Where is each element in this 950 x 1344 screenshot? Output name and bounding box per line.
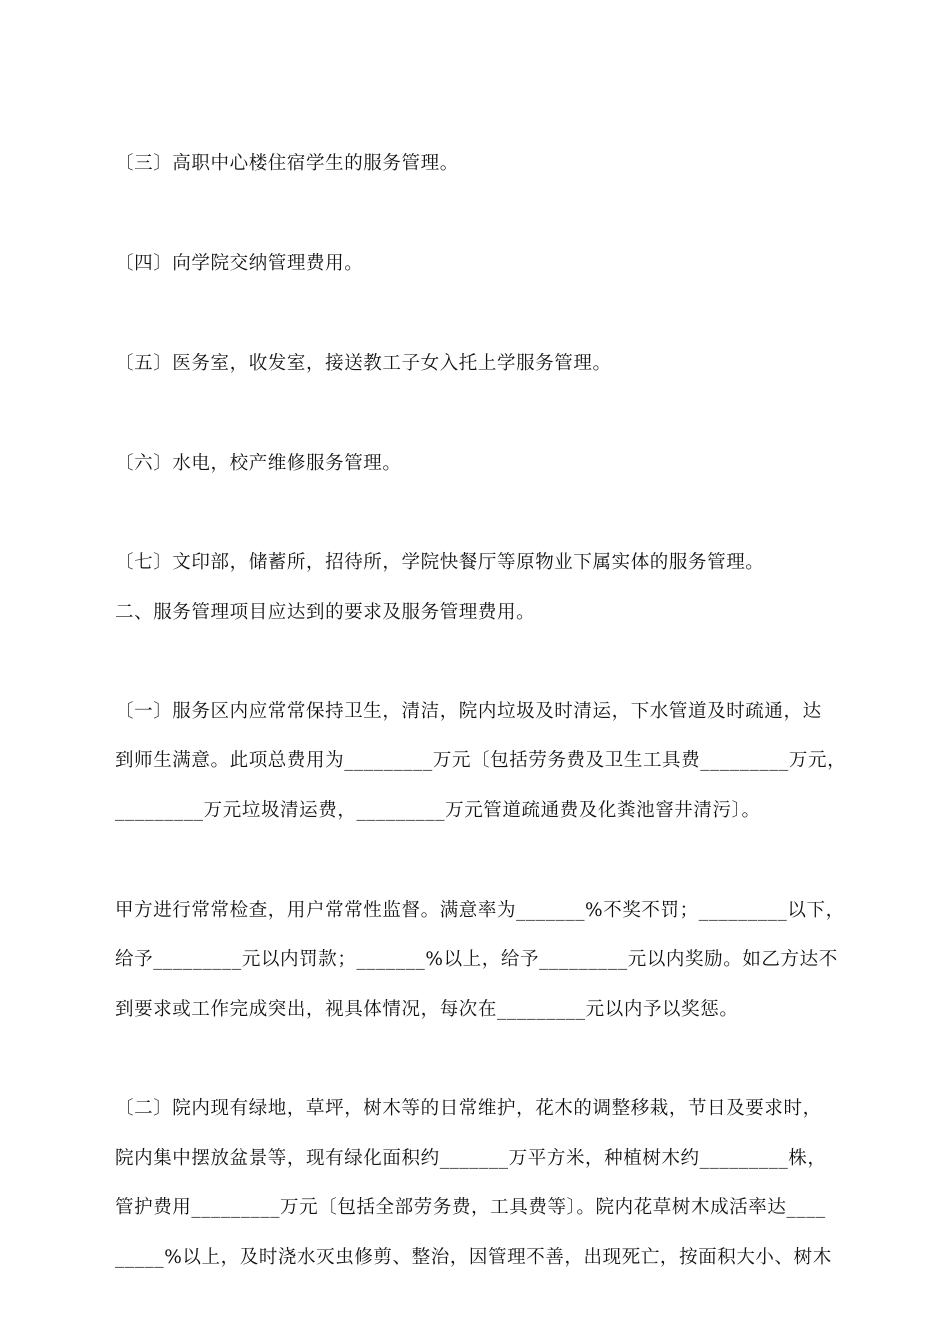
paragraph-3-line-2: 院内集中摆放盆景等，现有绿化面积约_______万平方米，种植树木约_________株， <box>115 1148 827 1169</box>
item-7-text: 〔七〕文印部，储蓄所，招待所，学院快餐厅等原物业下属实体的服务管理。 <box>115 552 765 573</box>
paragraph-1-line-2: 到师生满意。此项总费用为_________万元〔包括劳务费及卫生工具费_________万元， <box>115 750 847 771</box>
paragraph-2-line-3: 到要求或工作完成突出，视具体情况，每次在_________元以内予以奖惩。 <box>115 999 739 1020</box>
paragraph-3-line-3: 管护费用_________万元〔包括全部劳务费，工具费等〕。院内花草树木成活率达____ <box>115 1197 826 1218</box>
paragraph-3-line-1: 〔二〕院内现有绿地，草坪，树木等的日常维护，花木的调整移栽，节日及要求时， <box>115 1098 822 1119</box>
paragraph-3-line-4: _____%以上，及时浇水灭虫修剪、整治，因管理不善，出现死亡，按面积大小、树木 <box>115 1247 832 1268</box>
paragraph-2-line-1: 甲方进行常常检查，用户常常性监督。满意率为_______%不奖不罚；_________以下， <box>115 900 845 921</box>
paragraph-2-line-2: 给予_________元以内罚款；_______%以上，给予_________元以内奖励。如乙方达不 <box>115 949 838 970</box>
paragraph-1-line-1: 〔一〕服务区内应常常保持卫生，清洁，院内垃圾及时清运，下水管道及时疏通，达 <box>115 701 822 722</box>
section-2-heading: 二、服务管理项目应达到的要求及服务管理费用。 <box>115 602 536 623</box>
item-5-text: 〔五〕医务室，收发室，接送教工子女入托上学服务管理。 <box>115 353 612 374</box>
item-4-text: 〔四〕向学院交纳管理费用。 <box>115 253 364 274</box>
item-3-text: 〔三〕高职中心楼住宿学生的服务管理。 <box>115 153 459 174</box>
paragraph-1-line-3: _________万元垃圾清运费，_________万元管道疏通费及化粪池窨井清污〕。 <box>115 800 761 821</box>
item-6-text: 〔六〕水电，校产维修服务管理。 <box>115 453 402 474</box>
